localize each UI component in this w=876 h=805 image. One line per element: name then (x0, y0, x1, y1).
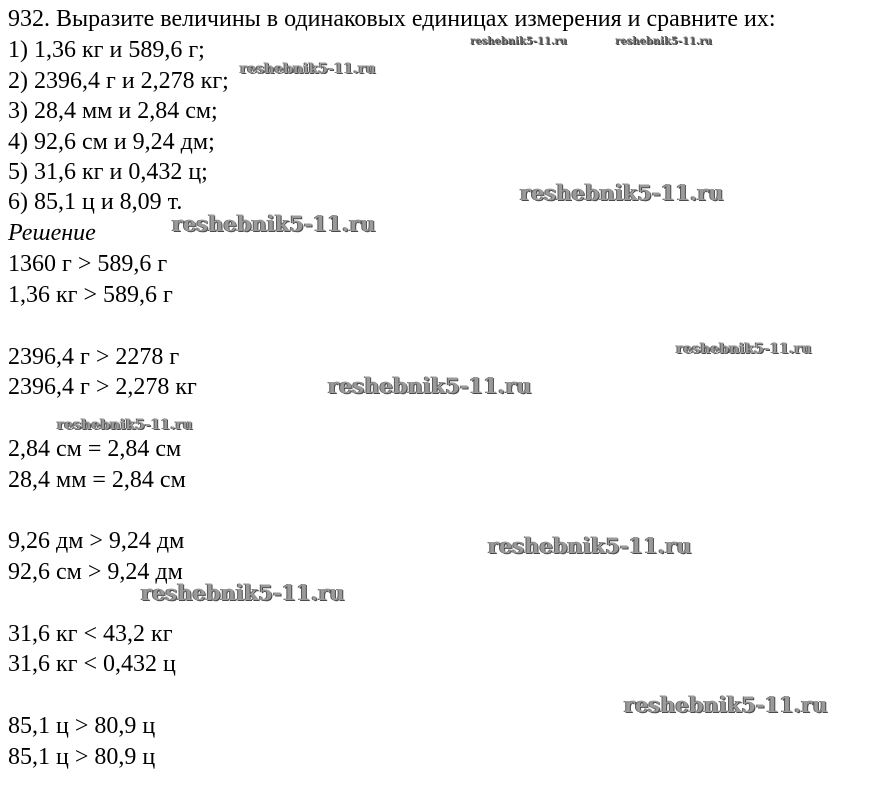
watermark: reshebnik5-11.ru (470, 36, 567, 47)
problem-item-4: 4) 92,6 см и 9,24 дм; (8, 129, 215, 155)
watermark: reshebnik5-11.ru (141, 580, 345, 605)
watermark: reshebnik5-11.ru (240, 61, 376, 77)
problem-item-3: 3) 28,4 мм и 2,84 см; (8, 98, 218, 124)
solution-line-12: 85,1 ц > 80,9 ц (8, 744, 156, 770)
watermark: reshebnik5-11.ru (172, 211, 376, 236)
watermark: reshebnik5-11.ru (488, 533, 692, 558)
solution-line-10: 31,6 кг < 0,432 ц (8, 651, 176, 677)
watermark: reshebnik5-11.ru (624, 692, 828, 717)
problem-item-6: 6) 85,1 ц и 8,09 т. (8, 189, 183, 215)
solution-line-11: 85,1 ц > 80,9 ц (8, 713, 156, 739)
problem-title: 932. Выразите величины в одинаковых единицах измерения и сравните их: (8, 6, 776, 32)
watermark: reshebnik5-11.ru (520, 180, 724, 205)
problem-item-1: 1) 1,36 кг и 589,6 г; (8, 37, 205, 63)
solution-line-3: 2396,4 г > 2278 г (8, 344, 180, 370)
solution-line-1: 1360 г > 589,6 г (8, 251, 168, 277)
solution-line-5: 2,84 см = 2,84 см (8, 436, 182, 462)
solution-line-6: 28,4 мм = 2,84 см (8, 467, 186, 493)
solution-line-7: 9,26 дм > 9,24 дм (8, 528, 185, 554)
problem-item-2: 2) 2396,4 г и 2,278 кг; (8, 68, 229, 94)
solution-line-9: 31,6 кг < 43,2 кг (8, 621, 173, 647)
solution-line-4: 2396,4 г > 2,278 кг (8, 374, 197, 400)
solution-heading: Решение (8, 220, 96, 246)
solution-line-8: 92,6 см > 9,24 дм (8, 559, 183, 585)
watermark: reshebnik5-11.ru (615, 36, 712, 47)
watermark: reshebnik5-11.ru (676, 341, 812, 357)
watermark: reshebnik5-11.ru (328, 373, 532, 398)
solution-line-2: 1,36 кг > 589,6 г (8, 282, 173, 308)
watermark: reshebnik5-11.ru (57, 417, 193, 433)
problem-item-5: 5) 31,6 кг и 0,432 ц; (8, 159, 208, 185)
